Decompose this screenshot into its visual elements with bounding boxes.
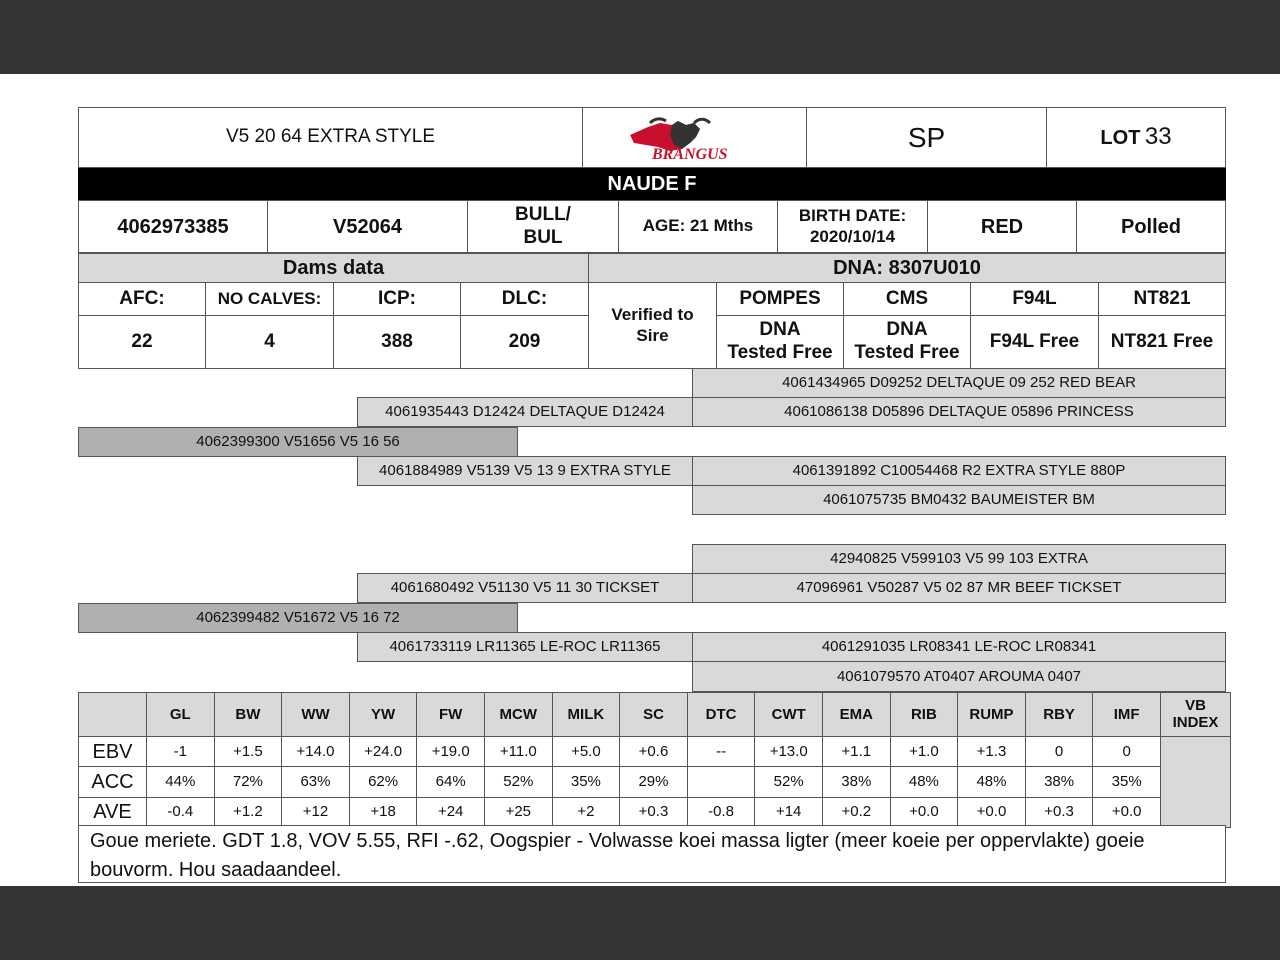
ebv-cell-ebv-ema-text: +1.1	[841, 742, 872, 760]
ebv-cell-ebv-gl	[146, 736, 215, 767]
bottom-frame-bar	[0, 886, 1280, 960]
ebv-header-sc-text: SC	[643, 705, 664, 723]
ebv-cell-ave-rby-text: +0.3	[1044, 803, 1074, 821]
ebv-header-corner	[78, 692, 147, 737]
ebv-cell-acc-imf	[1092, 766, 1161, 797]
ebv-cell-acc-ema-text: 38%	[841, 772, 872, 790]
ebv-cell-ebv-cwt-text: +13.0	[769, 742, 808, 760]
ebv-cell-ave-gl	[146, 797, 215, 828]
dams-data-title: Dams data	[78, 253, 589, 283]
ebv-header-imf	[1092, 692, 1161, 737]
ebv-cell-ave-bw-text: +1.2	[233, 803, 263, 821]
ebv-cell-acc-gl-text: 44%	[165, 772, 196, 790]
ebv-cell-ebv-bw-text: +1.5	[233, 742, 263, 760]
dams-header-dlc: DLC:	[460, 282, 589, 316]
pedigree-dam-dam-sire: 4061291035 LR08341 LE-ROC LR08341	[692, 632, 1226, 662]
ebv-header-imf-text: IMF	[1113, 705, 1140, 723]
dna-header-nt821: NT821	[1098, 282, 1226, 316]
ebv-cell-ave-rib	[890, 797, 959, 828]
ebv-cell-ave-imf-text: +0.0	[1111, 803, 1142, 821]
tag-number: V52064	[267, 200, 468, 253]
ebv-cell-ave-rump	[957, 797, 1026, 828]
ebv-cell-acc-milk-text: 35%	[570, 772, 601, 790]
ebv-header-rib-text: RIB	[910, 705, 937, 723]
ebv-cell-ave-yw-text: +18	[370, 803, 396, 821]
ebv-cell-ave-dtc-text: -0.8	[708, 803, 735, 821]
ebv-header-fw-text: FW	[439, 705, 463, 723]
ebv-header-mcw	[484, 692, 553, 737]
ebv-cell-ebv-ema	[822, 736, 891, 767]
ebv-header-dtc	[687, 692, 756, 737]
bull-head-icon	[620, 115, 770, 161]
ebv-cell-acc-dtc	[687, 766, 756, 797]
dna-value-pompes: DNA Tested Free	[716, 315, 844, 369]
ebv-cell-ebv-rib-text: +1.0	[909, 742, 939, 760]
ebv-cell-acc-mcw-text: 52%	[503, 772, 534, 790]
ebv-cell-acc-ww-text: 63%	[300, 772, 331, 790]
ebv-cell-ebv-rby-text: 0	[1054, 742, 1064, 760]
ebv-header-ema-text: EMA	[839, 705, 873, 723]
ebv-cell-ave-cwt-text: +14	[775, 803, 802, 821]
ebv-header-rib	[890, 692, 959, 737]
ebv-header-ww-text: WW	[301, 705, 330, 723]
owner-bar: NAUDE F	[78, 168, 1226, 200]
ebv-header-bw-text: BW	[235, 705, 261, 723]
sex: BULL/ BUL	[467, 200, 619, 253]
ebv-cell-ave-milk-text: +2	[577, 803, 595, 821]
ebv-cell-ave-sc-text: +0.3	[638, 803, 669, 821]
ebv-cell-ave-mcw-text: +25	[505, 803, 532, 821]
ebv-cell-acc-imf-text: 35%	[1111, 772, 1142, 790]
ebv-row-label-ave	[78, 797, 147, 828]
ebv-cell-ebv-ww-text: +14.0	[296, 742, 335, 760]
dna-value-f94l: F94L Free	[970, 315, 1099, 369]
ebv-cell-acc-fw	[416, 766, 485, 797]
ebv-header-milk	[552, 692, 621, 737]
horn-status: Polled	[1076, 200, 1226, 253]
ebv-cell-ebv-rib	[890, 736, 959, 767]
ebv-cell-acc-sc	[619, 766, 688, 797]
ebv-vb-index-value	[1160, 736, 1231, 828]
ebv-cell-acc-rby	[1025, 766, 1094, 797]
ebv-header-rby	[1025, 692, 1094, 737]
ebv-cell-ebv-gl-text: -1	[173, 742, 187, 760]
ebv-cell-ave-ema-text: +0.2	[841, 803, 872, 821]
ebv-header-yw	[349, 692, 418, 737]
dams-value-afc: 22	[78, 315, 206, 369]
ebv-row-label-ebv	[78, 736, 147, 767]
colour: RED	[927, 200, 1077, 253]
pedigree-dam-sire-sire: 42940825 V599103 V5 99 103 EXTRA	[692, 544, 1226, 574]
pedigree-sire-sire-sire: 4061434965 D09252 DELTAQUE 09 252 RED BEAR	[692, 368, 1226, 398]
ebv-cell-acc-bw	[214, 766, 283, 797]
ebv-cell-acc-ema	[822, 766, 891, 797]
pedigree-sire: 4062399300 V51656 V5 16 56	[78, 427, 518, 457]
ebv-cell-acc-sc-text: 29%	[638, 772, 669, 790]
ebv-header-ww	[281, 692, 350, 737]
ebv-row-label-ebv-text: EBV	[92, 740, 133, 763]
ebv-cell-ebv-milk-text: +5.0	[571, 742, 601, 760]
ebv-cell-ave-bw	[214, 797, 283, 828]
ebv-cell-acc-ww	[281, 766, 350, 797]
ebv-cell-acc-cwt	[754, 766, 823, 797]
ebv-cell-acc-fw-text: 64%	[435, 772, 466, 790]
top-frame-bar	[0, 0, 1280, 74]
ebv-cell-ebv-ww	[281, 736, 350, 767]
dams-header-afc: AFC:	[78, 282, 206, 316]
ebv-cell-ebv-sc	[619, 736, 688, 767]
ebv-cell-ebv-rump-text: +1.3	[976, 742, 1007, 760]
ebv-header-gl-text: GL	[169, 705, 191, 723]
ebv-cell-acc-rib-text: 48%	[908, 772, 939, 790]
dams-header-no-calves: NO CALVES:	[205, 282, 334, 316]
ebv-cell-ebv-sc-text: +0.6	[638, 742, 669, 760]
ebv-cell-ebv-mcw	[484, 736, 553, 767]
ebv-cell-ebv-dtc-text: --	[716, 742, 727, 760]
ebv-cell-ave-ema	[822, 797, 891, 828]
dna-header-f94l: F94L	[970, 282, 1099, 316]
ebv-cell-ave-dtc	[687, 797, 756, 828]
ebv-cell-ave-rby	[1025, 797, 1094, 828]
ebv-cell-ave-ww	[281, 797, 350, 828]
dams-header-icp: ICP:	[333, 282, 461, 316]
ebv-cell-acc-bw-text: 72%	[232, 772, 263, 790]
ebv-row-label-ave-text: AVE	[93, 801, 132, 824]
ebv-header-gl	[146, 692, 215, 737]
ebv-cell-ave-milk	[552, 797, 621, 828]
pedigree-dam-dam: 4061733119 LR11365 LE-ROC LR11365	[357, 632, 693, 662]
ebv-cell-acc-rby-text: 38%	[1044, 772, 1075, 790]
ebv-cell-ave-fw	[416, 797, 485, 828]
ebv-cell-ave-gl-text: -0.4	[167, 803, 194, 821]
ebv-cell-ave-fw-text: +24	[437, 803, 464, 821]
dna-title: DNA: 8307U010	[588, 253, 1226, 283]
ebv-header-fw	[416, 692, 485, 737]
ebv-cell-ebv-fw	[416, 736, 485, 767]
ebv-header-milk-text: MILK	[567, 705, 605, 723]
ebv-cell-acc-rib	[890, 766, 959, 797]
dna-value-cms: DNA Tested Free	[843, 315, 971, 369]
dams-value-icp: 388	[333, 315, 461, 369]
ebv-cell-ave-mcw	[484, 797, 553, 828]
dams-value-dlc: 209	[460, 315, 589, 369]
ebv-cell-ave-rib-text: +0.0	[909, 803, 939, 821]
ebv-cell-ebv-cwt	[754, 736, 823, 767]
pedigree-sire-sire-dam: 4061086138 D05896 DELTAQUE 05896 PRINCESS	[692, 397, 1226, 427]
dna-header-cms: CMS	[843, 282, 971, 316]
pedigree-sire-sire: 4061935443 D12424 DELTAQUE D12424	[357, 397, 693, 427]
birth-date: BIRTH DATE: 2020/10/14	[777, 200, 928, 253]
dams-value-no-calves: 4	[205, 315, 334, 369]
pedigree-sire-dam-sire: 4061391892 C10054468 R2 EXTRA STYLE 880P	[692, 456, 1226, 486]
ebv-cell-ebv-yw-text: +24.0	[364, 742, 403, 760]
brangus-logo	[582, 107, 807, 168]
animal-name: V5 20 64 EXTRA STYLE	[78, 107, 583, 168]
ebv-header-cwt-text: CWT	[771, 705, 806, 723]
ebv-cell-ave-yw	[349, 797, 418, 828]
ebv-cell-ebv-yw	[349, 736, 418, 767]
ebv-cell-ebv-milk	[552, 736, 621, 767]
ebv-cell-ebv-bw	[214, 736, 283, 767]
comment: Goue meriete. GDT 1.8, VOV 5.55, RFI -.62, Oogspier - Volwasse koei massa ligter (meer koeie per oppervlakte) goeie bouvorm. Hou saadaandeel.	[78, 825, 1226, 883]
ebv-header-ema	[822, 692, 891, 737]
pedigree-sire-dam-dam: 4061075735 BM0432 BAUMEISTER BM	[692, 485, 1226, 515]
owner-code: SP	[806, 107, 1047, 168]
ebv-cell-ebv-imf-text: 0	[1122, 742, 1131, 760]
ebv-header-vb-index	[1160, 692, 1231, 737]
pedigree-dam: 4062399482 V51672 V5 16 72	[78, 603, 518, 633]
ebv-cell-acc-mcw	[484, 766, 553, 797]
ebv-cell-ebv-fw-text: +19.0	[431, 742, 470, 760]
pedigree-dam-sire-dam: 47096961 V50287 V5 02 87 MR BEEF TICKSET	[692, 573, 1226, 603]
ebv-cell-acc-yw	[349, 766, 418, 797]
ebv-cell-acc-yw-text: 62%	[368, 772, 399, 790]
ebv-cell-ave-sc	[619, 797, 688, 828]
ebv-cell-ebv-rby	[1025, 736, 1094, 767]
ebv-header-vb-index-text: VB INDEX	[1172, 697, 1219, 731]
dna-header-pompes: POMPES	[716, 282, 844, 316]
ebv-header-dtc-text: DTC	[705, 705, 737, 723]
pedigree-dam-dam-dam: 4061079570 AT0407 AROUMA 0407	[692, 661, 1226, 692]
age: AGE: 21 Mths	[618, 200, 778, 253]
ebv-cell-ave-rump-text: +0.0	[976, 803, 1007, 821]
ebv-cell-ave-ww-text: +12	[302, 803, 329, 821]
ebv-header-rby-text: RBY	[1043, 705, 1075, 723]
ebv-cell-acc-milk	[552, 766, 621, 797]
ebv-cell-acc-rump-text: 48%	[976, 772, 1007, 790]
ebv-header-bw	[214, 692, 283, 737]
ebv-cell-ebv-mcw-text: +11.0	[499, 742, 537, 760]
ebv-header-yw-text: YW	[371, 705, 396, 723]
dna-value-nt821: NT821 Free	[1098, 315, 1226, 369]
ebv-header-cwt	[754, 692, 823, 737]
ebv-header-mcw-text: MCW	[499, 705, 538, 723]
pedigree-dam-sire: 4061680492 V51130 V5 11 30 TICKSET	[357, 573, 693, 603]
ebv-cell-acc-cwt-text: 52%	[773, 772, 804, 790]
pedigree-sire-dam: 4061884989 V5139 V5 13 9 EXTRA STYLE	[357, 456, 693, 486]
ebv-cell-ave-cwt	[754, 797, 823, 828]
ebv-cell-ebv-imf	[1092, 736, 1161, 767]
lot-number: LOT 33	[1046, 107, 1226, 168]
ebv-cell-ave-imf	[1092, 797, 1161, 828]
verified-to-sire: Verified to Sire	[588, 282, 717, 369]
ebv-header-sc	[619, 692, 688, 737]
registration-number: 4062973385	[78, 200, 268, 253]
ebv-cell-ebv-dtc	[687, 736, 756, 767]
ebv-cell-ebv-rump	[957, 736, 1026, 767]
ebv-row-label-acc	[78, 766, 147, 797]
ebv-header-rump	[957, 692, 1026, 737]
ebv-cell-acc-gl	[146, 766, 215, 797]
ebv-cell-acc-rump	[957, 766, 1026, 797]
ebv-row-label-acc-text: ACC	[91, 770, 134, 793]
ebv-header-rump-text: RUMP	[969, 705, 1014, 723]
logo-text: BRANGUS	[651, 145, 728, 161]
